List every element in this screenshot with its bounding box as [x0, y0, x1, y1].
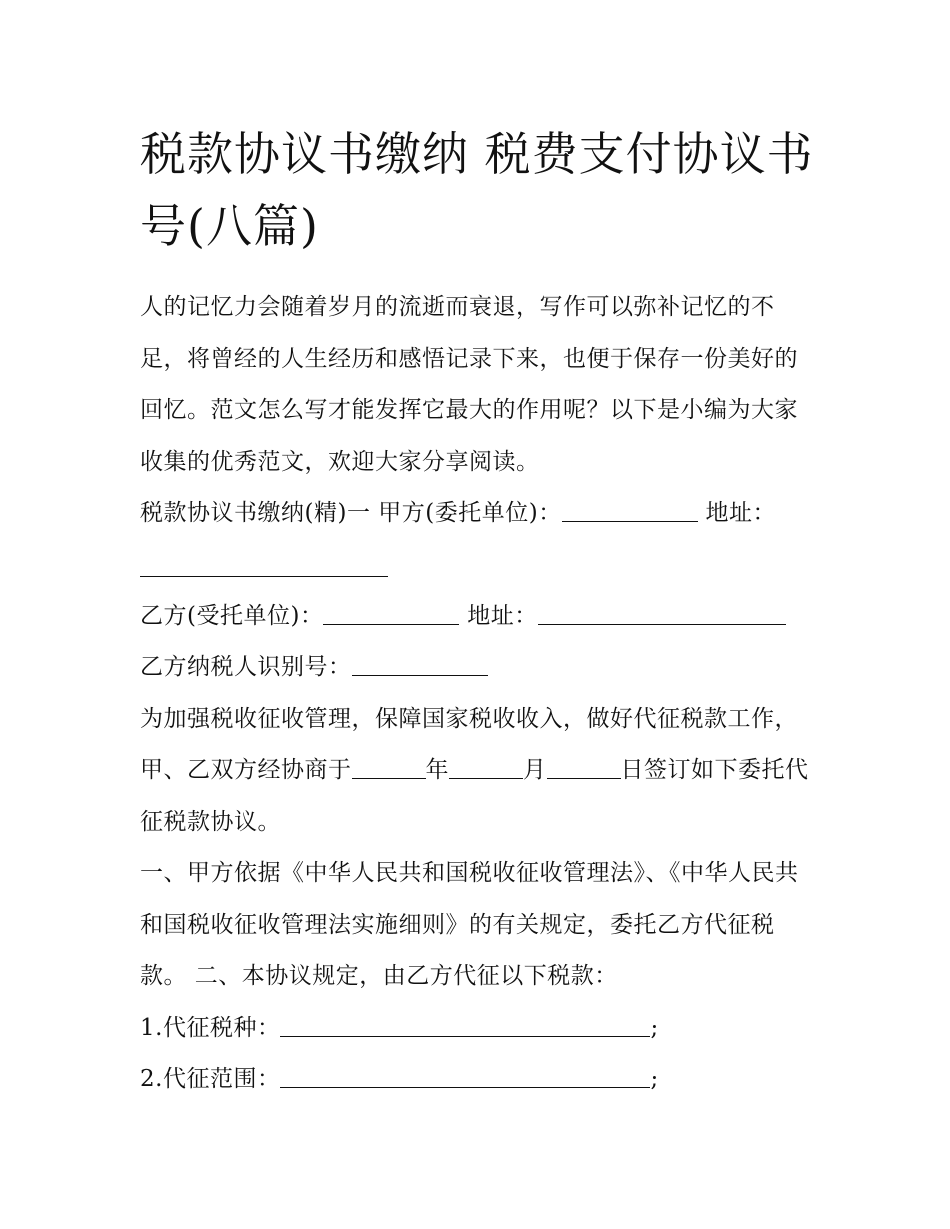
address-label-a: 地址：: [705, 500, 777, 526]
address-label-b: 地址：: [467, 602, 538, 629]
year-blank: [352, 753, 426, 779]
agreement-text: 为加强税收征收管理，保障国家税收收入，做好代征税款工作，甲、乙双方经协商于: [140, 705, 798, 783]
agreement-paragraph: [140, 694, 820, 849]
document-page: [140, 118, 820, 1106]
taxpayer-id-blank: [352, 650, 488, 676]
item-2-end: ;: [650, 1066, 659, 1092]
item-2-line: [140, 1054, 820, 1106]
address-b-blank: [538, 598, 786, 624]
taxpayer-id-line: [140, 642, 820, 694]
party-a-line: [140, 488, 820, 540]
year-label: 年: [425, 757, 449, 783]
item-2-blank: [280, 1062, 650, 1088]
party-b-blank: [323, 598, 459, 624]
month-label: 月: [523, 757, 547, 783]
item-1-blank: [280, 1010, 650, 1036]
party-b-line: [140, 591, 820, 643]
month-blank: [449, 753, 523, 779]
day-suffix: 日签订如下委托代征税款协议。: [140, 757, 809, 835]
taxpayer-id-label: 乙方纳税人识别号：: [140, 654, 352, 680]
item-1-line: [140, 1003, 820, 1055]
intro-paragraph: 人的记忆力会随着岁月的流逝而衰退，写作可以弥补记忆的不足，将曾经的人生经历和感悟记录下来，也便于保存一份美好的回忆。范文怎么写才能发挥它最大的作用呢？以下是小编为大家收集的优秀范文，欢迎大家分享阅读。: [140, 294, 798, 475]
document-title: 税款协议书缴纳 税费支付协议书号(八篇): [140, 127, 814, 253]
item-1-label: 1.代征税种：: [140, 1014, 281, 1041]
party-a-label: 税款协议书缴纳(精)一 甲方(委托单位)：: [140, 500, 562, 526]
clause-1-paragraph: 一、甲方依据《中华人民共和国税收征收管理法》、《中华人民共和国税收征收管理法实施细则》的有关规定，委托乙方代征税款。 二、本协议规定，由乙方代征以下税款：: [140, 860, 799, 989]
day-blank: [547, 753, 621, 779]
item-1-end: ;: [650, 1014, 659, 1041]
party-a-blank: [562, 496, 698, 522]
item-2-label: 2.代征范围：: [140, 1066, 281, 1092]
address-a-blank: [140, 540, 388, 577]
party-b-label: 乙方(受托单位)：: [140, 602, 324, 629]
